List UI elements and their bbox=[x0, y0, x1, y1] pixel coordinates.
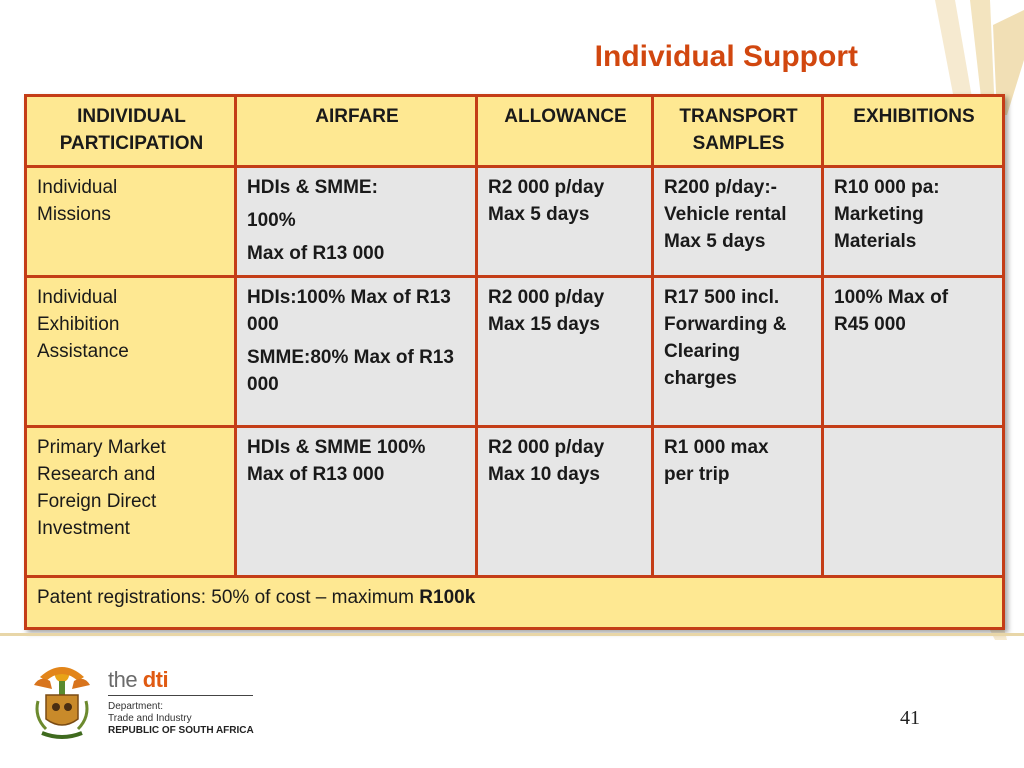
value-line: R10 000 pa: bbox=[834, 177, 940, 198]
wordmark-dti: dti bbox=[142, 667, 169, 692]
value-line: R2 000 p/day bbox=[488, 287, 605, 308]
dti-logo bbox=[30, 655, 270, 745]
row-category bbox=[26, 427, 236, 577]
allowance-cell bbox=[477, 427, 653, 577]
value-line: per trip bbox=[664, 464, 730, 485]
coat-of-arms-icon bbox=[30, 655, 95, 743]
value-line: Max 5 days bbox=[488, 204, 590, 225]
value-line: Forwarding & bbox=[664, 314, 787, 335]
footer-row bbox=[26, 577, 1004, 629]
value-line: HDIs & SMME 100% Max of R13 000 bbox=[247, 437, 426, 485]
page-number: 41 bbox=[900, 707, 920, 729]
airfare-cell bbox=[236, 277, 477, 427]
value-line: R2 000 p/day bbox=[488, 437, 605, 458]
exhibitions-cell bbox=[823, 167, 1004, 277]
dti-department-label: Department: bbox=[108, 701, 164, 712]
value-line: Max 15 days bbox=[488, 314, 600, 335]
header-exhibitions bbox=[823, 96, 1004, 167]
value-line: R17 500 incl. bbox=[664, 287, 780, 308]
row-category bbox=[26, 167, 236, 277]
header-text: PARTICIPATION bbox=[59, 133, 204, 154]
header-airfare bbox=[236, 96, 477, 167]
value-line: charges bbox=[664, 368, 737, 389]
header-text: AIRFARE bbox=[315, 106, 399, 127]
table-row bbox=[26, 167, 1004, 277]
table-row bbox=[26, 427, 1004, 577]
value-line: R200 p/day:- bbox=[664, 177, 777, 198]
row-category bbox=[26, 277, 236, 427]
value-line: Clearing bbox=[664, 341, 741, 362]
category-line: Research and bbox=[37, 464, 156, 485]
wordmark-the: the bbox=[108, 667, 143, 692]
category-line: Assistance bbox=[37, 341, 129, 362]
category-line: Exhibition bbox=[37, 314, 120, 335]
airfare-cell bbox=[236, 427, 477, 577]
value-line: R45 000 bbox=[834, 314, 906, 335]
slide-title: Individual Support bbox=[594, 40, 858, 73]
header-text: SAMPLES bbox=[692, 133, 785, 154]
support-table bbox=[24, 94, 1005, 630]
transport-cell bbox=[653, 167, 823, 277]
header-individual-participation bbox=[26, 96, 236, 167]
category-line: Primary Market bbox=[37, 437, 166, 458]
value-line: HDIs:100% Max of R13 000 bbox=[247, 287, 451, 335]
table-row bbox=[26, 277, 1004, 427]
header-text: EXHIBITIONS bbox=[853, 106, 975, 127]
category-line: Foreign Direct bbox=[37, 491, 157, 512]
header-allowance bbox=[477, 96, 653, 167]
value-line: Marketing bbox=[834, 204, 924, 225]
exhibitions-cell bbox=[823, 277, 1004, 427]
header-text: TRANSPORT bbox=[679, 106, 798, 127]
value-line: Materials bbox=[834, 231, 917, 252]
logo-rule bbox=[108, 695, 253, 696]
transport-cell bbox=[653, 277, 823, 427]
category-line: Individual bbox=[37, 177, 118, 198]
value-line: Max of R13 000 bbox=[247, 243, 385, 264]
header-row bbox=[26, 96, 1004, 167]
value-line: Vehicle rental bbox=[664, 204, 787, 225]
value-line: HDIs & SMME: bbox=[247, 177, 378, 198]
header-text: ALLOWANCE bbox=[504, 106, 627, 127]
category-line: Investment bbox=[37, 518, 130, 539]
category-line: Individual bbox=[37, 287, 118, 308]
value-line: Max 10 days bbox=[488, 464, 600, 485]
dti-department-name: Trade and Industry bbox=[108, 713, 192, 724]
note-text: Patent registrations: 50% of cost – maximum bbox=[37, 587, 420, 608]
category-line: Missions bbox=[37, 204, 111, 225]
value-line: SMME:80% Max of R13 000 bbox=[247, 347, 454, 395]
value-line: Max 5 days bbox=[664, 231, 766, 252]
value-line: R2 000 p/day bbox=[488, 177, 605, 198]
allowance-cell bbox=[477, 167, 653, 277]
header-transport-samples bbox=[653, 96, 823, 167]
exhibitions-cell bbox=[823, 427, 1004, 577]
dti-wordmark bbox=[108, 667, 168, 693]
header-text: INDIVIDUAL bbox=[77, 106, 186, 127]
airfare-cell bbox=[236, 167, 477, 277]
footer-divider bbox=[0, 633, 1024, 636]
patent-note bbox=[26, 577, 1004, 629]
value-line: R1 000 max bbox=[664, 437, 769, 458]
note-bold-amount: R100k bbox=[419, 587, 476, 608]
dti-country: REPUBLIC OF SOUTH AFRICA bbox=[108, 725, 254, 736]
allowance-cell bbox=[477, 277, 653, 427]
value-line: 100% Max of bbox=[834, 287, 949, 308]
transport-cell bbox=[653, 427, 823, 577]
value-line: 100% bbox=[247, 210, 296, 231]
